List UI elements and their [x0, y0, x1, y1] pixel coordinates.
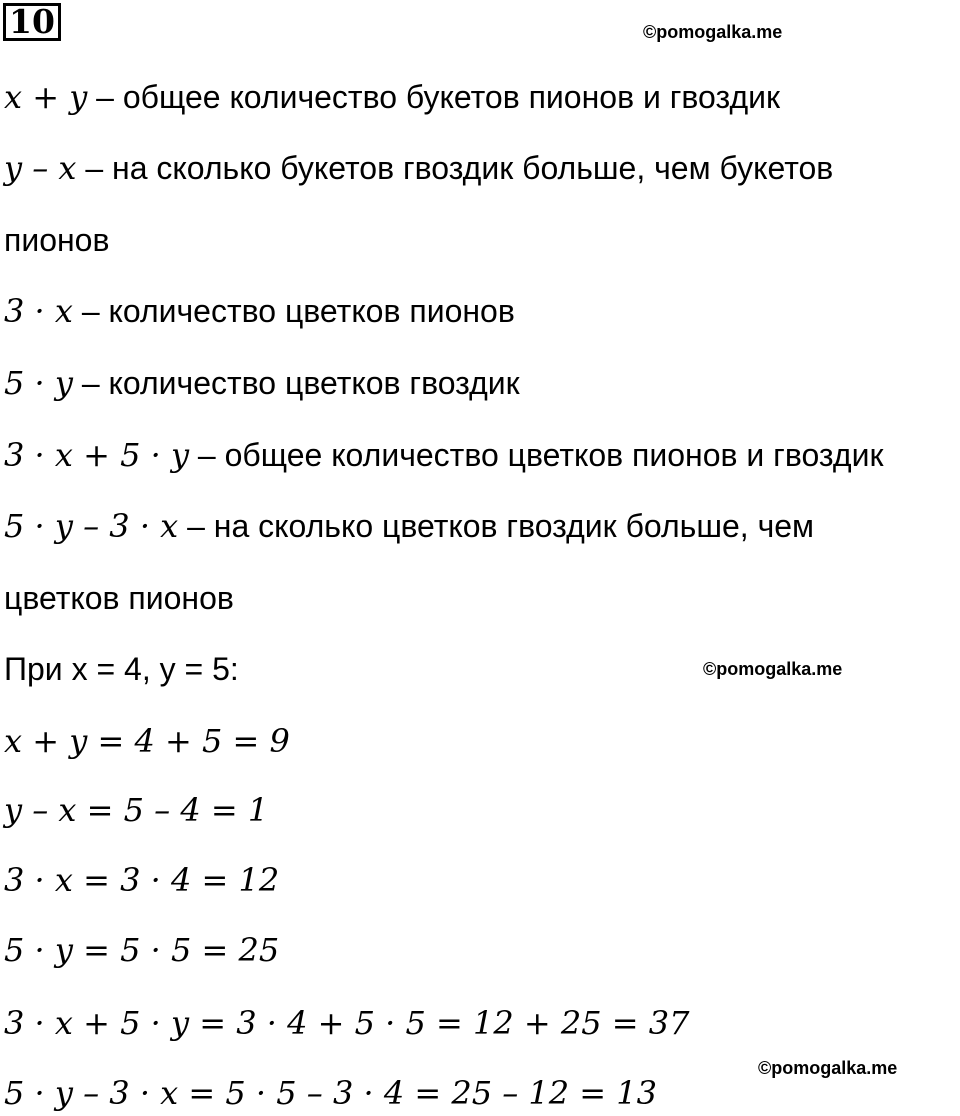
- math-expression: 3 · x + 5 · y = 3 · 4 + 5 · 5 = 12 + 25 = 37: [4, 1004, 690, 1042]
- expression-line-diff-bouquets: [4, 148, 833, 188]
- calculation-line: [4, 790, 268, 830]
- line-text: цветков пионов: [4, 580, 234, 616]
- expression-line-peony-flowers: [4, 291, 515, 331]
- calculation-line: [4, 930, 279, 970]
- expression-line-diff-flowers: [4, 506, 814, 546]
- line-text: пионов: [4, 222, 110, 258]
- math-expression: 5 · y = 5 · 5 = 25: [4, 931, 280, 969]
- expression-line-total-flowers: [4, 435, 883, 475]
- line-text: – количество цветков гвоздик: [72, 365, 520, 401]
- line-text: – общее количество цветков пионов и гвоздик: [189, 437, 884, 473]
- line-text: – количество цветков пионов: [72, 293, 515, 329]
- math-expression: 5 · y – 3 · x = 5 · 5 – 3 · 4 = 25 – 12 = 13: [4, 1074, 657, 1112]
- line-text: – на сколько цветков гвоздик больше, чем: [178, 508, 815, 544]
- math-expression: 3 · x = 3 · 4 = 12: [4, 861, 280, 899]
- math-expression: y – x: [4, 149, 77, 187]
- watermark: ©pomogalka.me: [758, 1058, 898, 1078]
- calculation-line: [4, 860, 279, 900]
- line-text: – на сколько букетов гвоздик больше, чем букетов: [76, 150, 834, 186]
- watermark: ©pomogalka.me: [643, 22, 783, 42]
- math-expression: 3 · x: [4, 292, 73, 330]
- math-expression: 3 · x + 5 · y: [4, 436, 190, 474]
- calculation-line: [4, 1073, 657, 1113]
- calculation-line: [4, 721, 290, 761]
- expression-line-sum-bouquets: [4, 77, 780, 117]
- watermark: ©pomogalka.me: [703, 659, 843, 679]
- math-expression: 5 · y – 3 · x: [4, 507, 179, 545]
- substitution-line: [4, 649, 239, 689]
- continuation-line: [4, 220, 109, 260]
- line-text: При x = 4, y = 5:: [4, 651, 239, 687]
- math-expression: x + y = 4 + 5 = 9: [4, 722, 290, 760]
- expression-line-carnation-flowers: [4, 363, 520, 403]
- line-text: – общее количество букетов пионов и гвоздик: [87, 79, 780, 115]
- math-expression: 5 · y: [4, 364, 73, 402]
- continuation-line: [4, 578, 234, 618]
- task-number-box: 10: [3, 3, 61, 41]
- math-expression: y – x = 5 – 4 = 1: [4, 791, 269, 829]
- calculation-line: [4, 1003, 689, 1043]
- math-expression: x + y: [4, 78, 88, 116]
